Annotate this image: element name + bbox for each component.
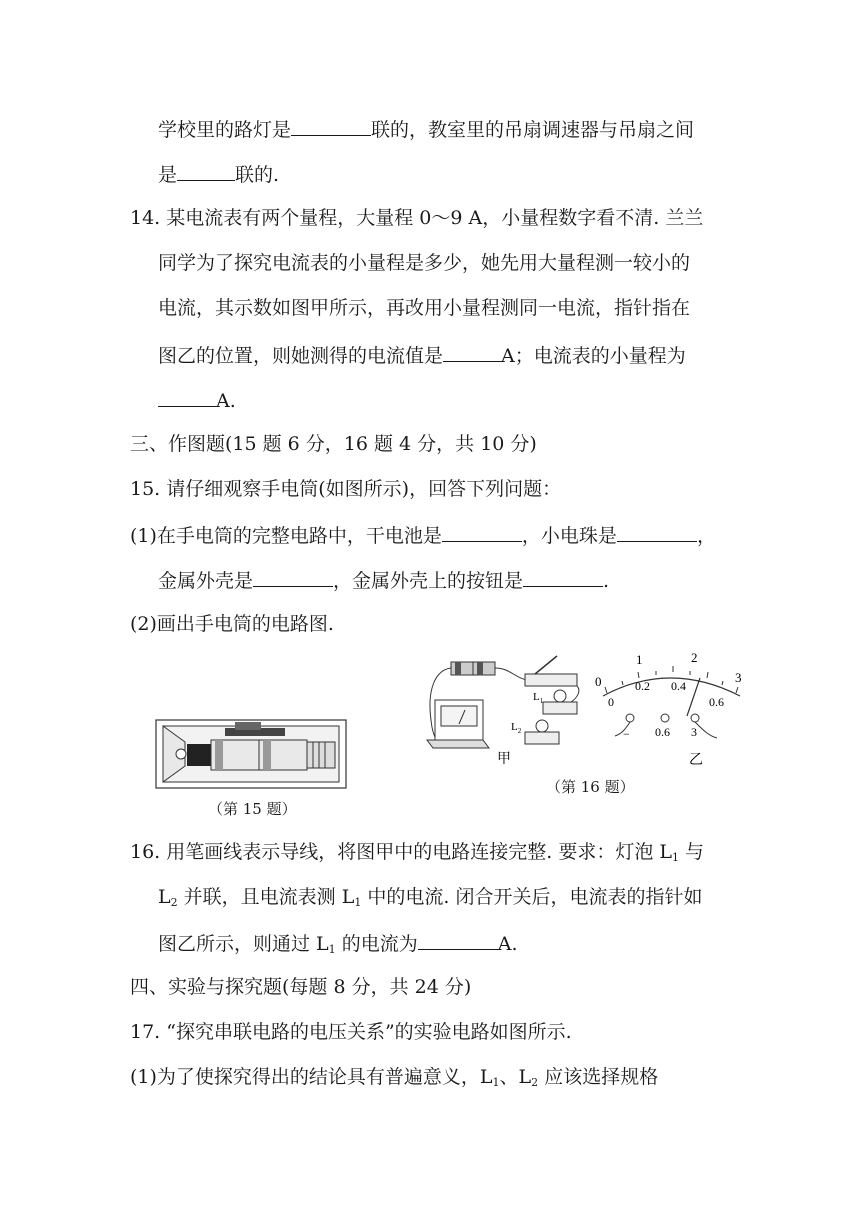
text: 联的. [235, 164, 280, 186]
text: A. [216, 390, 236, 412]
flashlight-figure [155, 712, 355, 792]
text: ，小电珠是 [521, 525, 617, 547]
fig16-figure [425, 650, 755, 780]
text: ，金属外壳上的按钮是 [333, 570, 524, 592]
q15-part-1-cont [158, 567, 609, 593]
label-jia: 甲 [497, 752, 511, 767]
minor-tick [722, 681, 723, 685]
terminal-label-neg: − [623, 727, 630, 741]
answer-blank[interactable] [523, 567, 603, 587]
text: 的电流为 [335, 933, 418, 955]
scale-label-0: 0 [595, 674, 602, 689]
q15-part-1 [130, 522, 716, 548]
subscript: 1 [354, 896, 362, 909]
subscript: 1 [492, 1076, 500, 1089]
q17-line-1: 17. “探究串联电路的电压关系”的实验电路如图所示. [130, 1021, 572, 1043]
battery [473, 662, 495, 675]
answer-blank[interactable] [617, 522, 697, 542]
text: 图乙所示，则通过 L [158, 933, 329, 955]
battery-shade [455, 662, 461, 675]
battery [451, 662, 473, 675]
q14-line-5 [158, 387, 236, 413]
ammeter-base [427, 740, 489, 748]
answer-blank[interactable] [442, 522, 522, 542]
wire [495, 668, 527, 680]
text: 16. 用笔画线表示导线，将图甲中的电路连接完整. 要求：灯泡 L [130, 841, 672, 863]
lamp-l2-bulb [536, 720, 548, 732]
battery-2-shade [263, 740, 271, 770]
bulb [176, 749, 186, 759]
minor-tick [622, 681, 623, 685]
q13-line-2 [158, 161, 279, 187]
text: (1)为了使探究得出的结论具有普遍意义，L [130, 1066, 493, 1088]
q16-line-2 [158, 885, 702, 915]
terminal-06 [661, 714, 669, 722]
q13-line-1 [158, 116, 694, 142]
q16-line-1 [130, 840, 704, 870]
text: 金属外壳是 [158, 570, 254, 592]
q16-line-3 [158, 930, 517, 962]
ammeter-needle-yi [687, 678, 700, 716]
text: 图乙的位置，则她测得的电流值是 [158, 345, 444, 367]
section-3-heading: 三、作图题(15 题 6 分，16 题 4 分，共 10 分) [130, 433, 537, 455]
scale-label-3: 3 [735, 670, 742, 685]
switch-lever [535, 656, 557, 674]
text: A；电流表的小量程为 [501, 345, 686, 367]
q14-line-2: 同学为了探究电流表的小量程是多少，她先用大量程测一较小的 [158, 252, 691, 274]
lamp-l2-base [525, 732, 559, 744]
answer-blank[interactable] [253, 567, 333, 587]
text: (1)在手电筒的完整电路中，干电池是 [130, 525, 442, 547]
scale-sub-04: 0.4 [671, 679, 686, 693]
text: ， [696, 525, 716, 547]
tick [638, 672, 639, 678]
q17-line-2 [130, 1065, 658, 1095]
battery-1-shade [215, 740, 223, 770]
scale-label-2: 2 [691, 650, 698, 665]
text: 、L [499, 1066, 532, 1088]
subscript: 1 [672, 851, 679, 864]
end-cap [307, 742, 335, 768]
text: 中的电流. 闭合开关后，电流表的指针如 [361, 886, 703, 908]
text: A. [497, 933, 518, 955]
text: 并联，且电流表测 L [177, 886, 355, 908]
tick [605, 687, 607, 693]
scale-sub-0: 0 [608, 695, 614, 709]
q14-line-4 [158, 342, 686, 368]
fig15-caption: （第 15 题） [208, 800, 297, 818]
label-l2: $L_2$ [511, 721, 522, 735]
wire [571, 684, 579, 702]
subscript: 1 [328, 943, 336, 956]
answer-blank[interactable] [158, 387, 216, 407]
text: . [603, 570, 610, 592]
terminal-label-06: 0.6 [655, 725, 670, 739]
text: 应该选择规格 [538, 1066, 659, 1088]
tick [736, 687, 738, 693]
terminal-negative [626, 714, 634, 722]
q15-part-2: (2)画出手电筒的电路图. [130, 613, 334, 635]
text: 学校里的路灯是 [158, 119, 292, 141]
answer-blank[interactable] [418, 930, 498, 950]
scale-label-1: 1 [636, 652, 643, 667]
text: 与 [679, 841, 705, 863]
fig16-caption: （第 16 题） [546, 778, 635, 796]
wire [695, 722, 717, 738]
scale-sub-06: 0.6 [709, 695, 724, 709]
text: 是 [158, 164, 178, 186]
section-4-heading: 四、实验与探究题(每题 8 分，共 24 分) [130, 976, 472, 998]
bulb-holder [187, 744, 211, 766]
label-yi: 乙 [689, 753, 703, 768]
text: 联的，教室里的吊扇调速器与吊扇之间 [371, 119, 695, 141]
lamp-l1-bulb [554, 690, 566, 702]
q15-line-1: 15. 请仔细观察手电筒(如图所示)，回答下列问题： [130, 478, 562, 500]
tick [707, 672, 708, 678]
subscript: 2 [531, 1076, 539, 1089]
q14-line-1: 14. 某电流表有两个量程，大量程 0～9 A，小量程数字看不清. 兰兰 [130, 207, 704, 229]
label-l1: $L_1$ [533, 691, 544, 705]
scale-sub-02: 0.2 [635, 679, 650, 693]
q14-line-3: 电流，其示数如图甲所示，再改用小量程测同一电流，指针指在 [158, 297, 691, 319]
text: L [158, 886, 171, 908]
answer-blank[interactable] [291, 116, 371, 136]
terminal-3 [691, 714, 699, 722]
answer-blank[interactable] [177, 161, 235, 181]
switch-base [525, 674, 577, 686]
lamp-l1-base [543, 702, 577, 714]
battery-shade [477, 662, 483, 675]
subscript: 2 [170, 896, 178, 909]
terminal-label-3: 3 [691, 725, 697, 739]
switch-button [235, 722, 261, 730]
answer-blank[interactable] [443, 342, 501, 362]
